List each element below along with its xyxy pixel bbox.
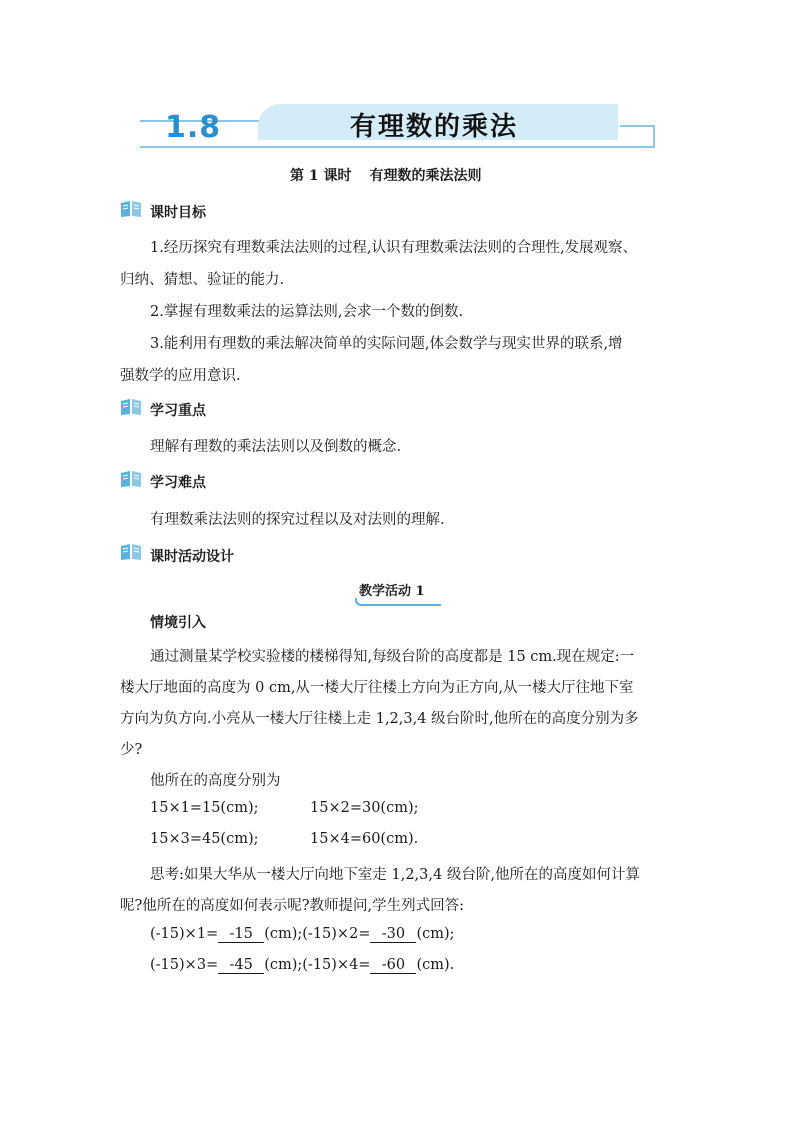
neg-eq-a-prefix: (-15)×1=: [150, 926, 219, 942]
book-icon: [120, 470, 142, 488]
goal-line-3: 2.掌握有理数乘法的运算法则,会求一个数的倒数.: [150, 304, 464, 320]
key-points-heading: 学习重点: [150, 403, 206, 419]
answer-blank-2: -30: [370, 926, 416, 943]
intro-line-2: 楼大厅地面的高度为 0 cm,从一楼大厅往楼上方向为正方向,从一楼大厅往地下室: [120, 680, 634, 696]
answer-blank-3: -45: [218, 957, 264, 974]
goals-heading: 课时目标: [150, 205, 206, 221]
header-corner-horizontal: [620, 125, 655, 127]
goal-line-4: 3.能利用有理数的乘法解决简单的实际问题,体会数学与现实世界的联系,增: [150, 336, 623, 352]
goal-line-5: 强数学的应用意识.: [120, 368, 241, 384]
neg-eq-d-suffix: (cm).: [416, 957, 455, 973]
think-line-2: 呢?他所在的高度如何表示呢?教师提问,学生列式回答:: [120, 898, 465, 914]
section-number: 1.8: [165, 110, 222, 145]
neg-eq-a-suffix: (cm);(-15)×2=: [264, 926, 371, 942]
heights-intro: 他所在的高度分别为: [150, 773, 281, 789]
goal-line-1: 1.经历探究有理数乘法法则的过程,认识有理数乘法法则的合理性,发展观察、: [150, 240, 638, 256]
answer-blank-1: -15: [218, 926, 264, 943]
key-points-text: 理解有理数的乘法法则以及倒数的概念.: [150, 439, 402, 455]
intro-line-4: 少?: [120, 742, 143, 758]
header-corner-vertical: [653, 125, 655, 148]
intro-line-3: 方向为负方向.小亮从一楼大厅往楼上走 1,2,3,4 级台阶时,他所在的高度分别为多: [120, 711, 639, 727]
neg-eq-c-prefix: (-15)×3=: [150, 957, 219, 973]
difficulties-text: 有理数乘法法则的探究过程以及对法则的理解.: [150, 512, 445, 528]
neg-eq-b-suffix: (cm);: [416, 926, 455, 942]
goal-line-2: 归纳、猜想、验证的能力.: [120, 272, 285, 288]
intro-heading: 情境引入: [150, 615, 206, 631]
equation-2a: 15×3=45(cm);: [150, 831, 259, 847]
header-line-bottom: [140, 146, 655, 148]
negative-equations-2: [150, 957, 454, 974]
book-icon: [120, 543, 142, 561]
book-icon: [120, 398, 142, 416]
lesson-label: 第 1 课时: [290, 168, 352, 184]
think-line-1: 思考:如果大华从一楼大厅向地下室走 1,2,3,4 级台阶,他所在的高度如何计算: [150, 867, 640, 883]
activity-label-box: [355, 578, 440, 600]
page-title: 有理数的乘法: [350, 112, 519, 142]
lesson-subtitle: [290, 165, 482, 185]
equation-1a: 15×1=15(cm);: [150, 800, 259, 816]
activity-label: 教学活动 1: [359, 584, 425, 599]
answer-blank-4: -60: [370, 957, 416, 974]
equation-1b: 15×2=30(cm);: [310, 800, 419, 816]
difficulties-heading: 学习难点: [150, 475, 206, 491]
intro-line-1: 通过测量某学校实验楼的楼梯得知,每级台阶的高度都是 15 cm.现在规定:一: [150, 649, 635, 665]
design-heading: 课时活动设计: [150, 549, 234, 565]
book-icon: [120, 200, 142, 218]
negative-equations-1: [150, 926, 455, 943]
activity-label-underline: [355, 598, 441, 606]
neg-eq-c-suffix: (cm);(-15)×4=: [264, 957, 371, 973]
equation-2b: 15×4=60(cm).: [310, 831, 419, 847]
lesson-title: 有理数的乘法法则: [369, 168, 482, 184]
